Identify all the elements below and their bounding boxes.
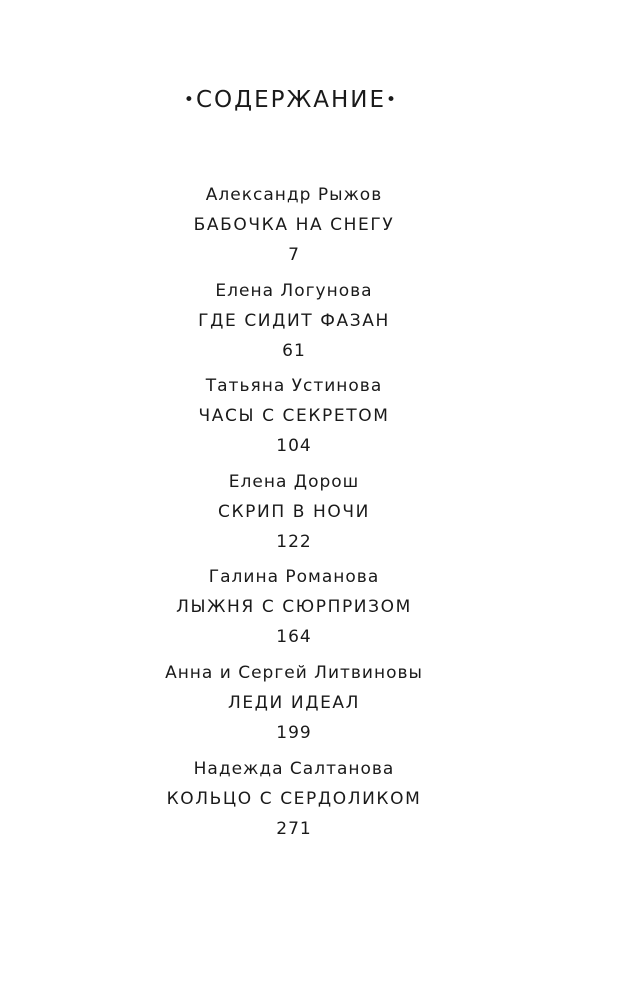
entry-author: Татьяна Устинова xyxy=(205,376,383,397)
entry-page-number: 164 xyxy=(276,627,312,648)
contents-heading xyxy=(0,84,582,118)
entry-page-number: 271 xyxy=(276,818,312,839)
entry-author: Елена Дорош xyxy=(228,471,360,492)
contents-entry[interactable] xyxy=(0,562,588,658)
contents-entry[interactable] xyxy=(0,754,588,850)
entry-page-number: 7 xyxy=(288,245,300,265)
contents-list xyxy=(0,180,588,849)
entry-title[interactable]: ГДЕ СИДИТ ФАЗАН xyxy=(198,310,390,331)
bullet-right: • xyxy=(386,90,399,110)
contents-entry[interactable] xyxy=(0,371,588,467)
contents-entry[interactable] xyxy=(0,658,588,754)
entry-page-number: 61 xyxy=(282,340,306,361)
entry-page-number: 122 xyxy=(276,531,312,552)
contents-entry[interactable] xyxy=(0,180,588,276)
entry-author: Надежда Салтанова xyxy=(193,758,395,779)
entry-title[interactable]: БАБОЧКА НА СНЕГУ xyxy=(193,215,395,235)
entry-author: Елена Логунова xyxy=(215,280,373,301)
bullet-left: • xyxy=(183,90,196,110)
entry-author: Александр Рыжов xyxy=(205,185,383,205)
entry-author: Галина Романова xyxy=(208,567,380,588)
entry-title[interactable]: ЛЕДИ ИДЕАЛ xyxy=(227,692,361,713)
entry-author: Анна и Сергей Литвиновы xyxy=(165,662,423,683)
entry-title[interactable]: ЧАСЫ С СЕКРЕТОМ xyxy=(198,406,390,427)
contents-entry[interactable] xyxy=(0,276,588,372)
entry-page-number: 199 xyxy=(276,722,312,743)
entry-page-number: 104 xyxy=(276,436,312,457)
entry-title[interactable]: ЛЫЖНЯ С СЮРПРИЗОМ xyxy=(176,597,412,618)
entry-title[interactable]: СКРИП В НОЧИ xyxy=(218,501,370,522)
contents-entry[interactable] xyxy=(0,467,588,563)
contents-heading-text: СОДЕРЖАНИЕ xyxy=(195,87,387,113)
entry-title[interactable]: КОЛЬЦО С СЕРДОЛИКОМ xyxy=(166,788,422,809)
